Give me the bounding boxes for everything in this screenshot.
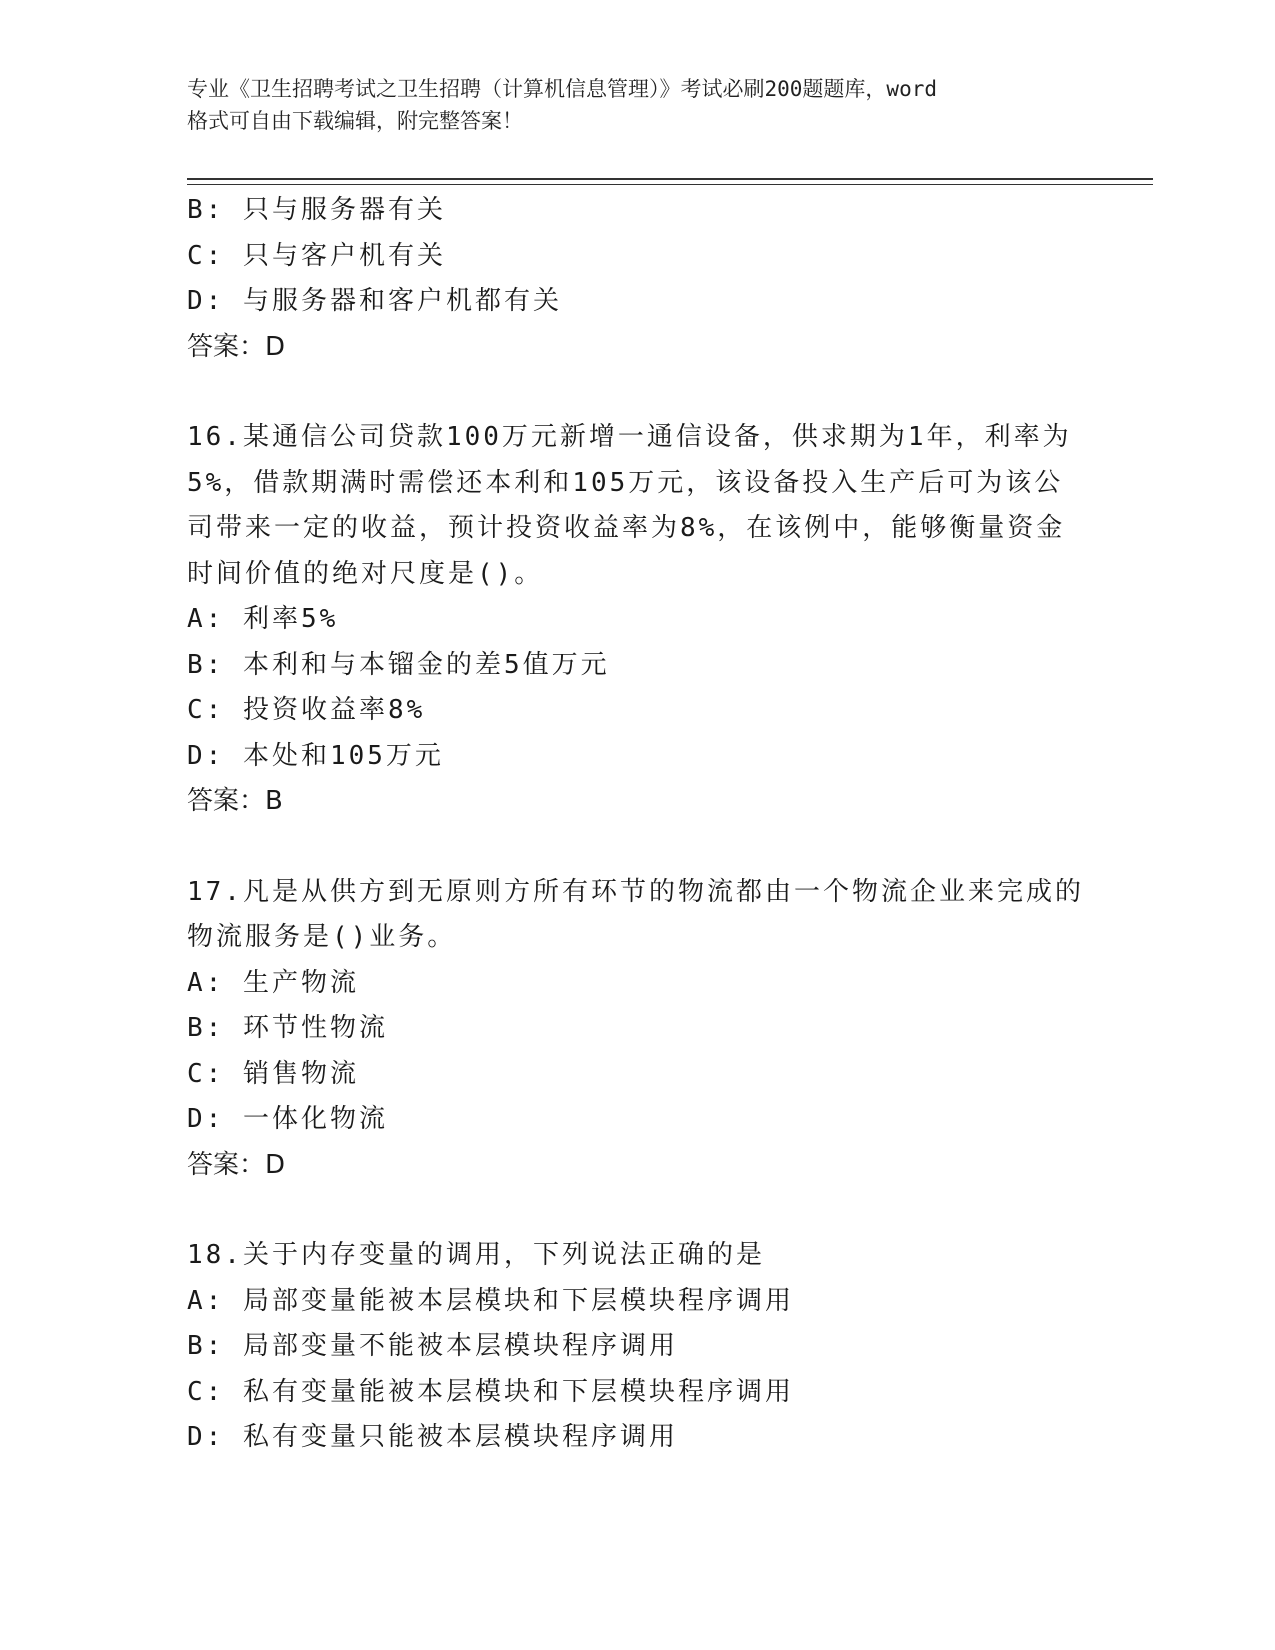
option-b: B: 局部变量不能被本层模块程序调用: [187, 1331, 678, 1361]
question-text-line: 16.某通信公司贷款100万元新增一通信设备，供求期为1年，利率为: [187, 422, 1072, 452]
option-a: A: 局部变量能被本层模块和下层模块程序调用: [187, 1285, 794, 1316]
document-header: [187, 73, 1087, 137]
option-b: B: 只与服务器有关: [187, 195, 446, 225]
option-b: B: 环节性物流: [187, 1013, 388, 1043]
question-text-line: 时间价值的绝对尺度是()。: [187, 558, 544, 589]
header-title-line-1: 专业《卫生招聘考试之卫生招聘（计算机信息管理）》考试必刷200题题库，word: [187, 77, 937, 101]
question-text-line: 18.关于内存变量的调用，下列说法正确的是: [187, 1240, 765, 1270]
question-18: [187, 1233, 1087, 1461]
answer: 答案：D: [187, 331, 286, 362]
answer: 答案：D: [187, 1149, 286, 1180]
question-text-line: 17.凡是从供方到无原则方所有环节的物流都由一个物流企业来完成的: [187, 876, 1084, 907]
question-text-line: 5%，借款期满时需偿还本利和105万元，该设备投入生产后可为该公: [187, 467, 1064, 498]
question-text-line: 物流服务是()业务。: [187, 922, 457, 952]
option-a: A: 利率5%: [187, 604, 339, 634]
spacer: [187, 825, 1087, 870]
option-d: D: 私有变量只能被本层模块程序调用: [187, 1422, 678, 1452]
document-body: [187, 188, 1087, 1461]
option-a: A: 生产物流: [187, 967, 359, 998]
option-c: C: 私有变量能被本层模块和下层模块程序调用: [187, 1376, 794, 1407]
option-c: C: 只与客户机有关: [187, 240, 446, 271]
option-b: B: 本利和与本镏金的差5值万元: [187, 649, 610, 680]
option-d: D: 一体化物流: [187, 1104, 388, 1134]
header-rule-thin: [187, 184, 1153, 185]
header-title-line-2: 格式可自由下载编辑，附完整答案！: [187, 109, 523, 133]
answer: 答案：B: [187, 786, 283, 816]
spacer: [187, 1188, 1087, 1233]
question-15-tail: [187, 188, 1087, 370]
spacer: [187, 370, 1087, 415]
header-rule-thick: [187, 178, 1153, 180]
option-d: D: 与服务器和客户机都有关: [187, 286, 562, 316]
question-17: [187, 870, 1087, 1189]
option-d: D: 本处和105万元: [187, 740, 444, 771]
question-text-line: 司带来一定的收益，预计投资收益率为8%，在该例中，能够衡量资金: [187, 513, 1066, 543]
option-c: C: 销售物流: [187, 1058, 359, 1089]
option-c: C: 投资收益率8%: [187, 695, 426, 725]
question-16: [187, 415, 1087, 825]
